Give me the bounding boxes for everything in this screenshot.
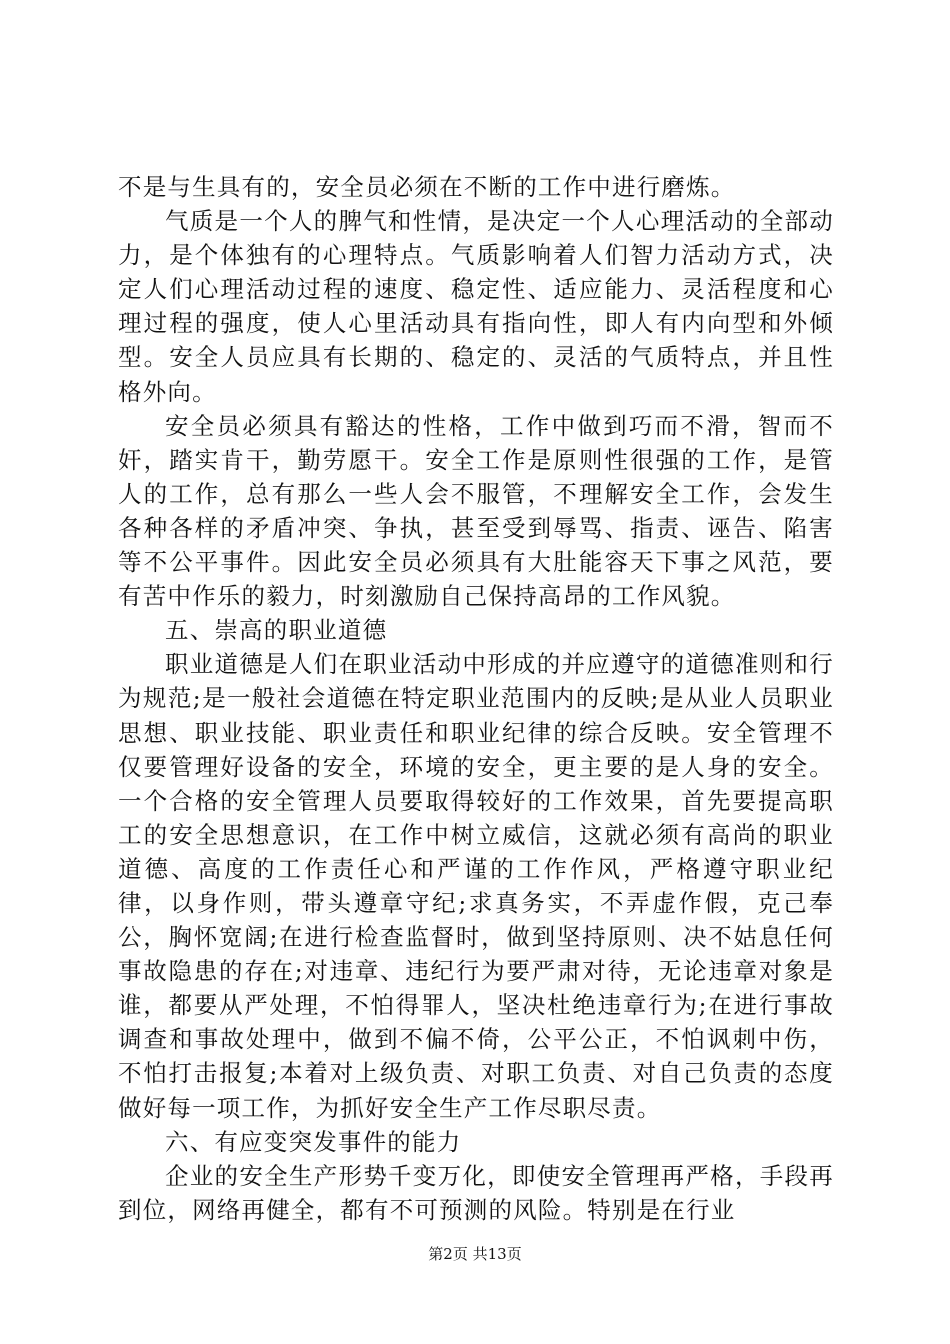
paragraph: 企业的安全生产形势千变万化，即使安全管理再严格，手段再到位，网络再健全，都有不可预测的风险。特别是在行业 — [118, 1161, 834, 1224]
section-heading: 五、崇高的职业道德 — [165, 616, 388, 645]
paragraph: 气质是一个人的脾气和性情，是决定一个人心理活动的全部动力，是个体独有的心理特点。气质影响着人们智力活动方式，决定人们心理活动过程的速度、稳定性、适应能力、灵活程度和心理过程的强度，使人心里活动具有指向性，即人有内向型和外倾型。安全人员应具有长期的、稳定的、灵活的气质特点，并且性格外向。 — [118, 207, 834, 406]
page-number-footer: 第2页 共13页 — [428, 1245, 522, 1263]
paragraph: 安全员必须具有豁达的性格，工作中做到巧而不滑，智而不奸，踏实肯干，勤劳愿干。安全工作是原则性很强的工作，是管人的工作，总有那么一些人会不服管，不理解安全工作，会发生各种各样的矛盾冲突、争执，甚至受到辱骂、指责、诬告、陷害等不公平事件。因此安全员必须具有大肚能容天下事之风范，要有苦中作乐的毅力，时刻激励自己保持高昂的工作风貌。 — [118, 411, 834, 611]
paragraph: 职业道德是人们在职业活动中形成的并应遵守的道德准则和行为规范;是一般社会道德在特定职业范围内的反映;是从业人员职业思想、职业技能、职业责任和职业纪律的综合反映。安全管理不仅要管理好设备的安全，环境的安全，更主要的是人身的安全。一个合格的安全管理人员要取得较好的工作效果，首先要提高职工的安全思想意识，在工作中树立威信，这就必须有高尚的职业道德、高度的工作责任心和严谨的工作作风，严格遵守职业纪律，以身作则，带头遵章守纪;求真务实，不弄虚作假，克己奉公，胸怀宽阔;在进行检查监督时，做到坚持原则、决不姑息任何事故隐患的存在;对违章、违纪行为要严肃对待，无论违章对象是谁，都要从严处理，不怕得罪人，坚决杜绝违章行为;在进行事故调查和事故处理中，做到不偏不倚，公平公正，不怕讽刺中伤，不怕打击报复;本着对上级负责、对职工负责、对自己负责的态度做好每一项工作，为抓好安全生产工作尽职尽责。 — [118, 650, 834, 1122]
document-body — [118, 170, 834, 1227]
paragraph: 不是与生具有的，安全员必须在不断的工作中进行磨炼。 — [118, 173, 736, 201]
section-heading: 六、有应变突发事件的能力 — [165, 1127, 462, 1156]
